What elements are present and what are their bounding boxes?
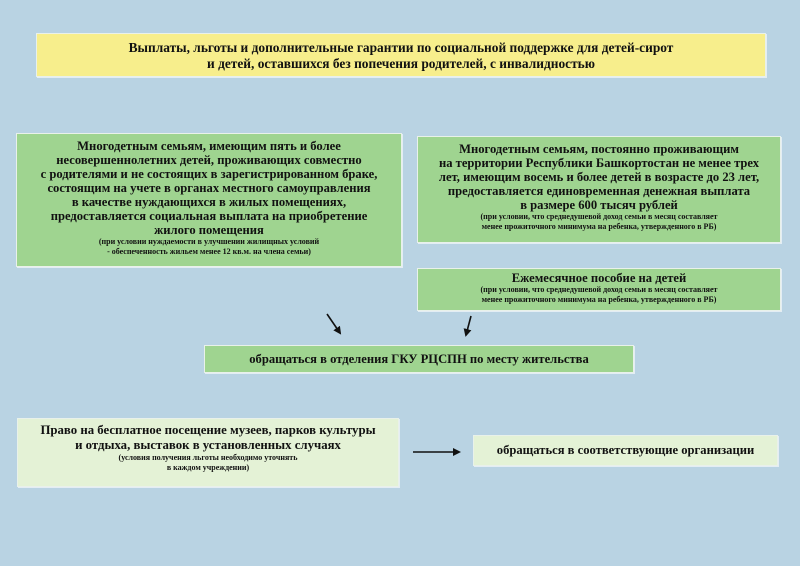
free-museum-visit-text: Право на бесплатное посещение музеев, парков культуры и отдыха, выставок в установленных случаях <box>40 423 376 452</box>
large-family-housing-text: Многодетным семьям, имеющим пять и более несовершеннолетних детей, проживающих совместно с родителями и не состоящих в зарегистрированном браке, состоящим на учете в органах местного самоуправления в качестве нуждающихся в жилых помещениях, предоставляется социальная выплата на приобретение жилого помещения <box>40 139 378 237</box>
rcspn-office-text: обращаться в отделения ГКУ РЦСПН по месту жительства <box>249 352 589 366</box>
arrow-down-left-icon <box>466 316 471 335</box>
organizations-text: обращаться в соответствующие организации <box>496 443 755 457</box>
monthly-allowance-note: (при условии, что среднедушевой доход семьи в месяц составляет менее прожиточного минимума на ребенка, утвержденного в РБ) <box>480 285 718 304</box>
arrow-down-right-icon <box>327 314 340 333</box>
free-museum-visit-note: (условия получения льготы необходимо уточнять в каждом учреждении) <box>118 453 298 472</box>
large-family-payment-note: (при условии, что среднедушевой доход семьи в месяц составляет менее прожиточного минимума на ребенка, утвержденного в РБ) <box>480 212 718 231</box>
large-family-housing-note: (при условии нуждаемости в улучшении жилищных условий - обеспеченность жильем менее 12 кв.м. на члена семьи) <box>98 237 320 256</box>
title-text: Выплаты, льготы и дополнительные гарантии по социальной поддержке для детей-сирот и детей, оставшихся без попечения родителей, с инвалидностью <box>128 40 674 71</box>
large-family-payment-text: Многодетным семьям, постоянно проживающим на территории Республики Башкортостан не менее трех лет, имеющим восемь и более детей в возрасте до 23 лет, предоставляется единовременная денежная выплата в размере 600 тысяч рублей <box>438 142 760 212</box>
monthly-allowance-text: Ежемесячное пособие на детей <box>511 271 687 285</box>
